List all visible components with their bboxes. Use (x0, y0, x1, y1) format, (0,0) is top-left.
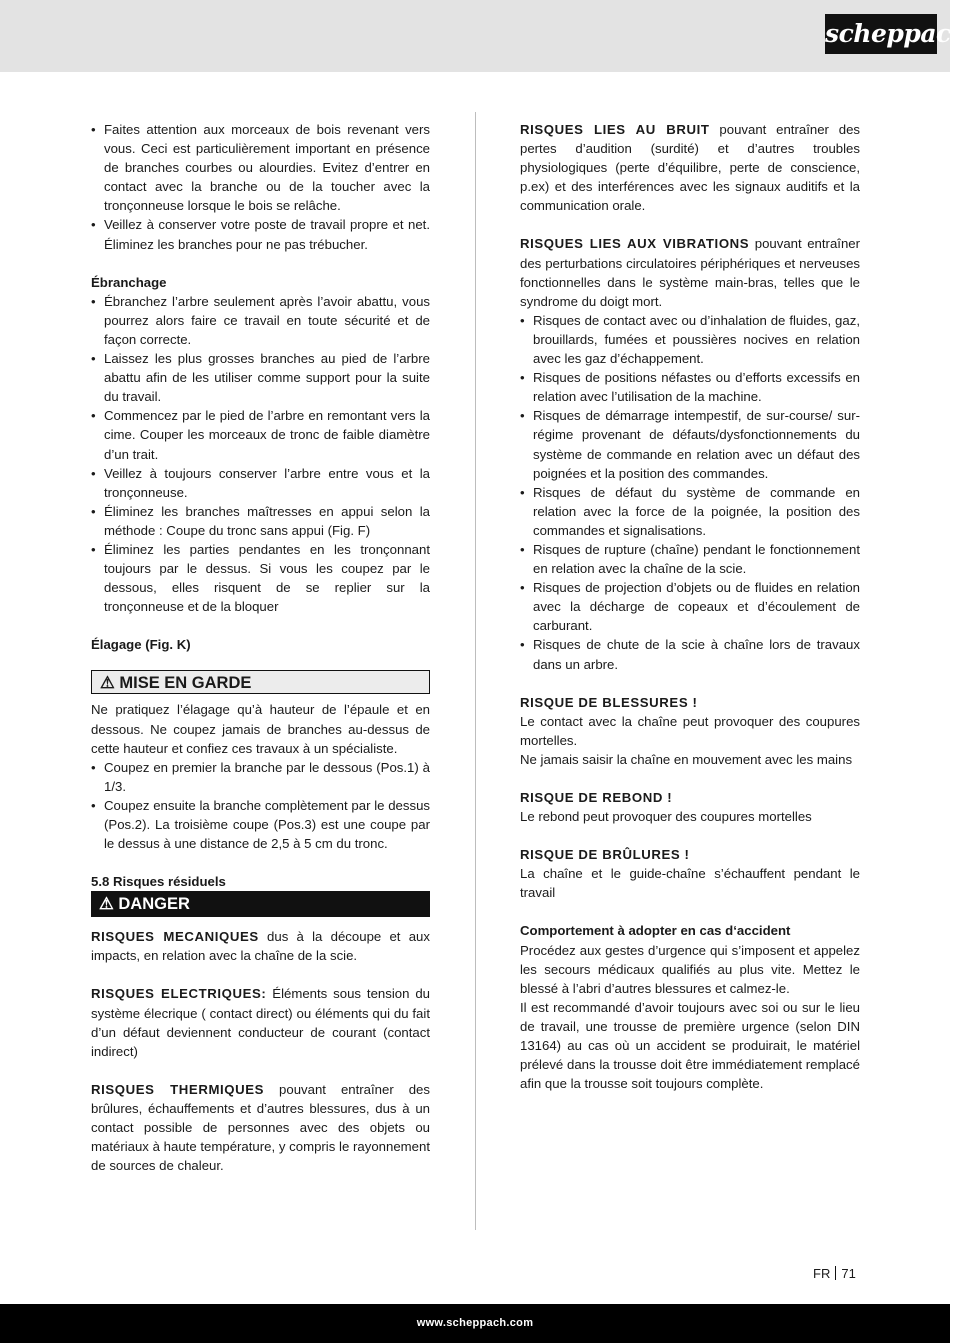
list-item: • Risques de chute de la scie à chaîne lors de travaux dans un arbre. (520, 635, 860, 673)
list-item: • Coupez ensuite la branche complètement par le dessus (Pos.2). La troisième coupe (Pos.3) est une coupe par le dessus à une distance de 2,5 à 5 cm du tronc. (91, 796, 430, 853)
section-heading-residual-risks: 5.8 Risques résiduels (91, 874, 226, 890)
vibration-risks-text: pouvant entraîner des perturbations circulatoires périphériques et nerveuses fonctionnelles dans le système main-bras, telles que le syndrome du doigt mort. (520, 236, 860, 309)
mechanical-risks-paragraph (91, 927, 430, 965)
elagage-list (91, 758, 430, 853)
list-item: • Risques de rupture (chaîne) pendant le fonctionnement en relation avec la chaîne de la scie. (520, 540, 860, 578)
thermal-risks-text: pouvant entraîner des brûlures, échauffements et d’autres blessures, dus à un contact possible de personnes avec des objets ou matériaux à haute température, y compris le rayonnement de sources de chaleur. (91, 1081, 430, 1174)
thermal-risks-title: RISQUES THERMIQUES (91, 1081, 265, 1097)
list-item: • Risques de contact avec ou d’inhalation de fluides, gaz, brouillards, fumées et poussières nocives en relation avec les gaz d’échappement. (520, 311, 860, 368)
electrical-risks-title: RISQUES ELECTRIQUES: (91, 986, 267, 1002)
accident-text-2: Il est recommandé d’avoir toujours avec soi ou sur le lieu de travail, une trousse de première urgence (selon DIN 13164) au cas où un accident se produirait, le matériel prélevé dans la trousse doit être immédiatement remplacé afin que la trousse soit toujours complète. (520, 999, 860, 1092)
kickback-risk-text: Le rebond peut provoquer des coupures mortelles (520, 809, 812, 825)
header-bar (0, 0, 950, 72)
intro-list (91, 120, 430, 254)
injury-risk-heading: RISQUE DE BLESSURES ! (520, 694, 698, 710)
thermal-risks-paragraph (91, 1080, 430, 1175)
noise-risks-text: pouvant entraîner des pertes d’audition (surdité) et d’autres troubles physiologiques (perte d’équilibre, perte de conscience, p.ex) et des interférences avec les signaux auditifs et la communication orale. (520, 122, 861, 214)
list-item: • Ébranchez l’arbre seulement après l’avoir abattu, vous pourrez alors faire ce travail en toute sécurité et de façon correcte. (91, 292, 430, 349)
footer-url: www.scheppach.com (416, 1317, 534, 1329)
electrical-risks-paragraph (91, 984, 430, 1060)
left-column (91, 120, 430, 1175)
footer-bar (0, 1304, 950, 1343)
electrical-risks-text: Éléments sous tension du système élecrique ( contact direct) ou éléments qui du fait d’un défaut deviennent conducteur de courant (contact indirect) (91, 986, 430, 1059)
vibration-risks-title: RISQUES LIES AUX VIBRATIONS (520, 236, 750, 252)
list-item: • Coupez en premier la branche par le dessous (Pos.1) à 1/3. (91, 758, 430, 796)
noise-risks-title: RISQUES LIES AU BRUIT (520, 122, 710, 137)
list-item: • Éliminez les branches maîtresses en appui selon la méthode : Coupe du tronc sans appui (Fig. F) (91, 502, 430, 540)
injury-risk-text-2: Ne jamais saisir la chaîne en mouvement avec les mains (520, 751, 853, 767)
list-item: • Laissez les plus grosses branches au pied de l’arbre abattu afin de les utiliser comme support pour la suite du travail. (91, 349, 430, 406)
right-column (520, 120, 860, 1093)
ebranchage-list (91, 292, 430, 617)
brand-logo: scheppach (825, 14, 937, 54)
list-item: • Veillez à conserver votre poste de travail propre et net. Éliminez les branches pour ne pas trébucher. (91, 215, 430, 253)
list-item: • Éliminez les parties pendantes en les tronçonnant toujours par le dessus. Si vous les coupez par le dessous, elles risquent de se replier sur la tronçonneuse et de la bloquer (91, 540, 430, 616)
list-item: • Risques de démarrage intempestif, de sur-course/ sur-régime provenant de défauts/dysfonctionnements du système de commande en relation avec un défaut des poignées et la position des commandes. (520, 406, 860, 482)
vibration-risks-list (520, 311, 860, 674)
accident-heading: Comportement à adopter en cas d‘accident (520, 923, 791, 939)
page-number-value: 71 (841, 1266, 856, 1281)
warning-box: ⚠ MISE EN GARDE (91, 670, 430, 694)
list-item: • Faites attention aux morceaux de bois revenant vers vous. Ceci est particulièrement important en présence de branches courbes ou alourdies. Evitez d’entrer en contact avec la branche ou de la toucher avec la tronçonneuse lorsque le bois se relâche. (91, 120, 430, 215)
elagage-paragraph: Ne pratiquez l’élagage qu’à hauteur de l’épaule et en dessous. Ne coupez jamais de branches au-dessus de cette hauteur et confiez ces travaux à un spécialiste. (91, 702, 430, 756)
list-item: • Risques de défaut du système de commande en relation avec la force de la poignée, la position des commandes et signalisations. (520, 483, 860, 540)
mechanical-risks-title: RISQUES MECANIQUES (91, 929, 259, 945)
list-item: • Risques de projection d’objets ou de fluides en relation avec la décharge de copeaux et d’écoulement de carburant. (520, 578, 860, 635)
kickback-risk-heading: RISQUE DE REBOND ! (520, 790, 673, 805)
mechanical-risks-text: dus à la découpe et aux impacts, en relation avec la chaîne de la scie. (91, 929, 430, 964)
list-item: • Veillez à toujours conserver l’arbre entre vous et la tronçonneuse. (91, 464, 430, 502)
injury-risk-text-1: Le contact avec la chaîne peut provoquer des coupures mortelles. (520, 713, 860, 748)
burn-risk-heading: RISQUE DE BRÛLURES ! (520, 847, 690, 863)
list-item: • Commencez par le pied de l’arbre en remontant vers la cime. Couper les morceaux de tronc de faible diamètre d’un trait. (91, 406, 430, 463)
page-language: FR (813, 1266, 831, 1281)
page-number (813, 1266, 856, 1281)
section-heading-elagage: Élagage (Fig. K) (91, 637, 191, 653)
section-heading-ebranchage: Ébranchage (91, 274, 167, 290)
burn-risk-text: La chaîne et le guide-chaîne s’échauffent pendant le travail (520, 866, 860, 901)
danger-box: ⚠ DANGER (91, 891, 430, 917)
list-item: • Risques de positions néfastes ou d’efforts excessifs en relation avec l’utilisation de la machine. (520, 368, 860, 406)
column-divider (475, 112, 476, 1230)
accident-text-1: Procédez aux gestes d’urgence qui s’imposent et appelez les secours médicaux qualifiés au plus vite. Mettez le blessé à l’abri d’autres blessures et calmez-le. (520, 942, 860, 996)
noise-risks-paragraph (520, 120, 860, 215)
vibration-risks-paragraph (520, 234, 860, 310)
